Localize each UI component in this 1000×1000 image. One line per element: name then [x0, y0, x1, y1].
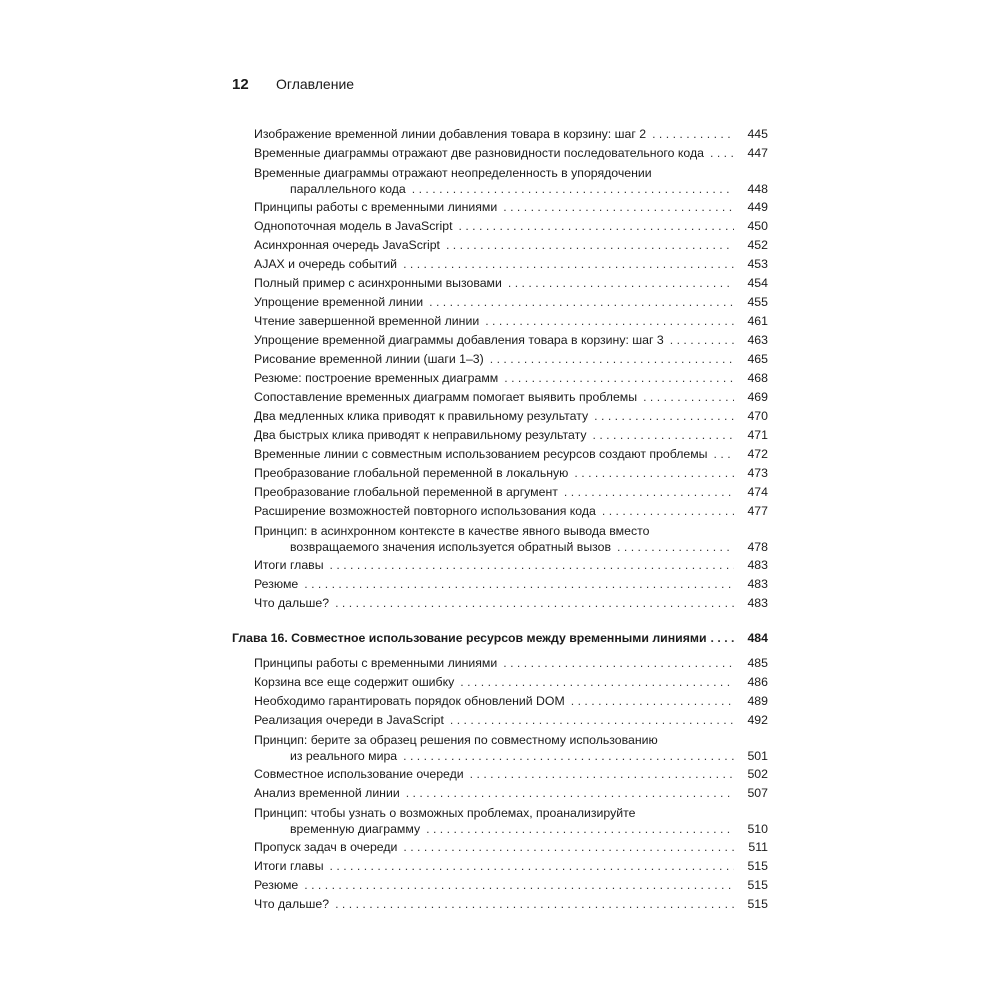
entry-title: AJAX и очередь событий [254, 257, 398, 271]
entry-title: Принцип: чтобы узнать о возможных проблемах, проанализируйте [254, 806, 636, 820]
entry-title: Временные диаграммы отражают неопределенность в упорядочении [254, 166, 652, 180]
entry-title: Упрощение временной диаграммы добавления товара в корзину: шаг 3 [254, 333, 664, 347]
toc-entry[interactable] [254, 483, 768, 502]
toc-entry[interactable] [254, 857, 768, 876]
dot-leader [503, 654, 734, 673]
dot-leader [459, 217, 735, 236]
dot-leader [617, 540, 734, 556]
entry-title-continuation: возвращаемого значения используется обратный вызов [290, 539, 612, 554]
dot-leader [711, 629, 736, 648]
entry-row [254, 274, 768, 293]
entry-row [254, 575, 768, 594]
entry-title: Временные линии с совместным использованием ресурсов создают проблемы [254, 447, 708, 461]
toc-entry[interactable] [254, 236, 768, 255]
toc-entry[interactable] [254, 575, 768, 594]
page-header [232, 76, 354, 93]
entry-row [254, 673, 768, 692]
entry-title: Итоги главы [254, 859, 324, 873]
toc-entry[interactable] [254, 144, 768, 163]
toc-entry[interactable] [254, 895, 768, 914]
entry-title: Резюме [254, 577, 299, 591]
dot-leader [485, 312, 734, 331]
entry-page-number: 454 [747, 276, 768, 290]
toc-entry[interactable] [254, 407, 768, 426]
entry-row [254, 464, 768, 483]
toc-entry[interactable] [254, 876, 768, 895]
toc-entry[interactable] [254, 426, 768, 445]
dot-leader [304, 575, 734, 594]
entry-title: Итоги главы [254, 558, 324, 572]
entry-title: Необходимо гарантировать порядок обновлений DOM [254, 694, 565, 708]
toc-entry[interactable] [254, 524, 768, 555]
dot-leader [304, 876, 734, 895]
dot-leader [429, 293, 734, 312]
entry-title: Два быстрых клика приводят к неправильному результату [254, 428, 587, 442]
entry-page-number: 483 [747, 596, 768, 610]
entry-title-continuation: из реального мира [290, 748, 398, 763]
toc-entry[interactable] [254, 806, 768, 837]
entry-page-number: 486 [747, 675, 768, 689]
entry-row [254, 502, 768, 521]
entry-row [254, 407, 768, 426]
entry-row [254, 182, 768, 198]
entry-title: Принципы работы с временными линиями [254, 656, 498, 670]
entry-title: Корзина все еще содержит ошибку [254, 675, 455, 689]
toc-entry[interactable] [254, 274, 768, 293]
entry-row [254, 876, 768, 895]
table-of-contents [232, 125, 768, 914]
entry-page-number: 470 [747, 409, 768, 423]
toc-entry[interactable] [254, 198, 768, 217]
entry-row [254, 654, 768, 673]
toc-entry[interactable] [254, 556, 768, 575]
dot-leader [652, 125, 734, 144]
entry-page-number: 510 [747, 821, 768, 836]
entry-title: Преобразование глобальной переменной в локальную [254, 466, 569, 480]
toc-entry[interactable] [254, 464, 768, 483]
entry-title-continuation: параллельного кода [290, 181, 406, 196]
entry-row [254, 198, 768, 217]
toc-entry[interactable] [254, 255, 768, 274]
dot-leader [503, 198, 734, 217]
entry-page-number: 501 [747, 748, 768, 763]
entry-title: Асинхронная очередь JavaScript [254, 238, 440, 252]
entry-page-number: 449 [747, 200, 768, 214]
page-number: 12 [232, 76, 249, 93]
entry-page-number: 478 [747, 539, 768, 554]
dot-leader [335, 895, 734, 914]
entry-row [254, 765, 768, 784]
toc-entry[interactable] [254, 445, 768, 464]
entry-title: Изображение временной линии добавления товара в корзину: шаг 2 [254, 127, 647, 141]
entry-title: Резюме: построение временных диаграмм [254, 371, 499, 385]
entry-row [254, 540, 768, 556]
entry-row [254, 838, 768, 857]
entry-page-number: 489 [747, 694, 768, 708]
dot-leader [594, 407, 734, 426]
entry-row [254, 426, 768, 445]
entry-page-number: 452 [747, 238, 768, 252]
chapter-title: Глава 16. Совместное использование ресурсов между временными линиями [232, 631, 707, 645]
entry-page-number: 461 [747, 314, 768, 328]
entry-page-number: 492 [747, 713, 768, 727]
toc-section-continued [232, 125, 768, 613]
toc-entry[interactable] [254, 502, 768, 521]
dot-leader [330, 857, 734, 876]
entry-page-number: 515 [747, 878, 768, 892]
toc-entry[interactable] [254, 388, 768, 407]
entry-title: Временные диаграммы отражают две разновидности последовательного кода [254, 146, 704, 160]
entry-row [254, 895, 768, 914]
dot-leader [670, 331, 734, 350]
dot-leader [403, 749, 734, 765]
entry-page-number: 477 [747, 504, 768, 518]
entry-page-number: 448 [747, 181, 768, 196]
entry-row [254, 236, 768, 255]
entry-page-number: 502 [747, 767, 768, 781]
dot-leader [426, 822, 734, 838]
dot-leader [403, 838, 734, 857]
entry-row [254, 255, 768, 274]
entry-title: Реализация очереди в JavaScript [254, 713, 444, 727]
entry-row [254, 784, 768, 803]
entry-title: Полный пример с асинхронными вызовами [254, 276, 502, 290]
entry-page-number: 474 [747, 485, 768, 499]
entry-page-number: 483 [747, 558, 768, 572]
entry-page-number: 473 [747, 466, 768, 480]
dot-leader [330, 556, 734, 575]
entry-row [254, 692, 768, 711]
toc-entry[interactable] [254, 350, 768, 369]
entry-title: Анализ временной линии [254, 786, 400, 800]
entry-page-number: 511 [748, 840, 768, 854]
toc-entry[interactable] [254, 711, 768, 730]
entry-row [254, 857, 768, 876]
entry-page-number: 453 [747, 257, 768, 271]
entry-page-number: 450 [747, 219, 768, 233]
toc-entry[interactable] [254, 673, 768, 692]
dot-leader [714, 445, 734, 464]
dot-leader [450, 711, 734, 730]
dot-leader [460, 673, 734, 692]
entry-row [254, 483, 768, 502]
toc-chapter-heading[interactable] [232, 629, 768, 648]
entry-row [254, 350, 768, 369]
entry-row [254, 445, 768, 464]
entry-title-continuation: временную диаграмму [290, 821, 421, 836]
dot-leader [710, 144, 734, 163]
toc-entry[interactable] [254, 594, 768, 613]
entry-title: Что дальше? [254, 596, 330, 610]
dot-leader [592, 426, 734, 445]
entry-title: Расширение возможностей повторного использования кода [254, 504, 596, 518]
toc-entry[interactable] [254, 654, 768, 673]
entry-title: Сопоставление временных диаграмм помогает выявить проблемы [254, 390, 638, 404]
entry-page-number: 485 [747, 656, 768, 670]
entry-page-number: 507 [747, 786, 768, 800]
dot-leader [504, 369, 734, 388]
entry-page-number: 472 [747, 447, 768, 461]
entry-title: Рисование временной линии (шаги 1–3) [254, 352, 484, 366]
toc-entry[interactable] [254, 733, 768, 764]
dot-leader [571, 692, 734, 711]
dot-leader [508, 274, 734, 293]
entry-title: Принципы работы с временными линиями [254, 200, 498, 214]
toc-entry[interactable] [254, 838, 768, 857]
entry-title: Совместное использование очереди [254, 767, 464, 781]
entry-row [254, 822, 768, 838]
entry-row [254, 331, 768, 350]
entry-title: Два медленных клика приводят к правильному результату [254, 409, 589, 423]
entry-page-number: 468 [747, 371, 768, 385]
entry-row [254, 556, 768, 575]
entry-page-number: 515 [747, 897, 768, 911]
entry-title: Что дальше? [254, 897, 330, 911]
entry-title: Чтение завершенной временной линии [254, 314, 480, 328]
dot-leader [446, 236, 734, 255]
chapter-page-number: 484 [747, 631, 768, 645]
dot-leader [406, 784, 734, 803]
dot-leader [412, 182, 734, 198]
entry-row [254, 144, 768, 163]
entry-row [254, 369, 768, 388]
toc-entry[interactable] [254, 692, 768, 711]
entry-title: Упрощение временной линии [254, 295, 424, 309]
dot-leader [335, 594, 734, 613]
dot-leader [564, 483, 734, 502]
dot-leader [643, 388, 734, 407]
entry-page-number: 455 [747, 295, 768, 309]
toc-entry[interactable] [254, 166, 768, 197]
entry-row [254, 217, 768, 236]
entry-row [254, 312, 768, 331]
entry-page-number: 471 [747, 428, 768, 442]
toc-entry[interactable] [254, 293, 768, 312]
entry-page-number: 483 [747, 577, 768, 591]
entry-page-number: 463 [747, 333, 768, 347]
entry-title: Преобразование глобальной переменной в аргумент [254, 485, 558, 499]
entry-page-number: 445 [747, 127, 768, 141]
entry-page-number: 447 [747, 146, 768, 160]
dot-leader [574, 464, 734, 483]
entry-row [254, 594, 768, 613]
dot-leader [602, 502, 734, 521]
running-title: Оглавление [276, 76, 355, 92]
entry-row [254, 388, 768, 407]
entry-row [254, 293, 768, 312]
entry-title: Резюме [254, 878, 299, 892]
dot-leader [490, 350, 734, 369]
dot-leader [470, 765, 734, 784]
toc-entry[interactable] [254, 217, 768, 236]
toc-entry[interactable] [254, 331, 768, 350]
entry-row [254, 125, 768, 144]
toc-section-chapter-16 [232, 654, 768, 914]
toc-entry[interactable] [254, 312, 768, 331]
entry-row [254, 749, 768, 765]
toc-entry[interactable] [254, 369, 768, 388]
entry-title: Принцип: в асинхронном контексте в качестве явного вывода вместо [254, 524, 650, 538]
entry-title: Пропуск задач в очереди [254, 840, 398, 854]
entry-page-number: 465 [747, 352, 768, 366]
entry-page-number: 469 [747, 390, 768, 404]
entry-title: Однопоточная модель в JavaScript [254, 219, 453, 233]
toc-entry[interactable] [254, 125, 768, 144]
entry-page-number: 515 [747, 859, 768, 873]
toc-entry[interactable] [254, 765, 768, 784]
toc-entry[interactable] [254, 784, 768, 803]
dot-leader [403, 255, 734, 274]
entry-row [254, 711, 768, 730]
entry-title: Принцип: берите за образец решения по совместному использованию [254, 733, 658, 747]
